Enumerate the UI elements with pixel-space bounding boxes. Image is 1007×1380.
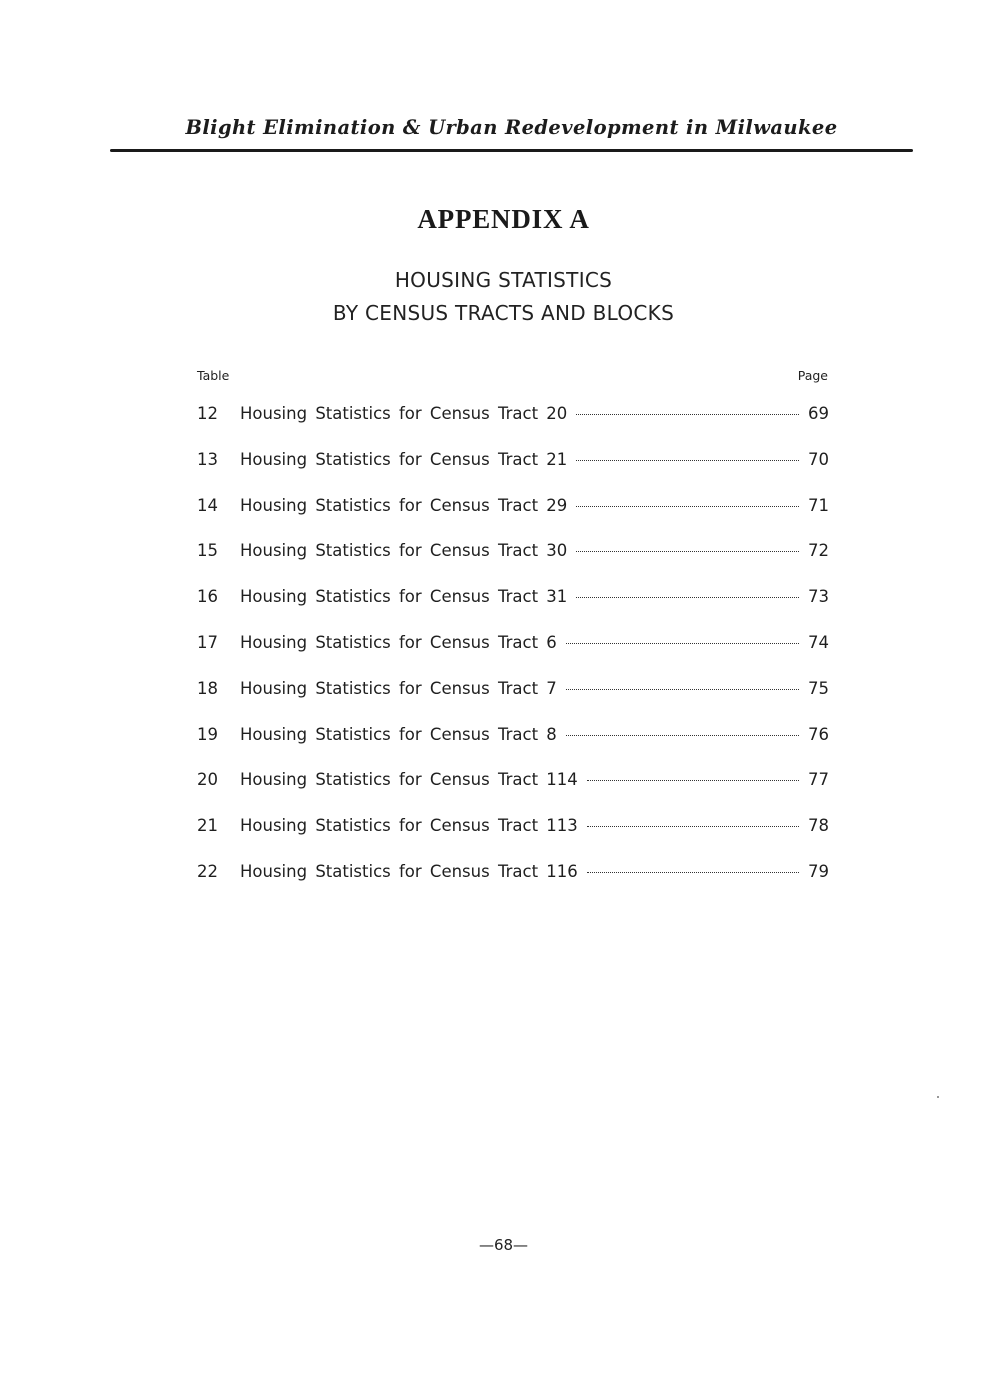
toc-entry[interactable]: [197, 816, 829, 862]
scan-speck: [937, 1096, 939, 1098]
toc-entry-page: 76: [808, 724, 829, 744]
toc-entry[interactable]: [197, 541, 829, 587]
toc-entry-title: Housing Statistics for Census Tract 29: [240, 495, 568, 515]
toc-entry-number: 16: [197, 587, 218, 607]
toc-entry[interactable]: [197, 496, 829, 542]
dot-leader: [576, 460, 799, 461]
dot-leader: [576, 551, 799, 552]
toc-entry-title: Housing Statistics for Census Tract 31: [240, 587, 568, 607]
toc-entry-page: 77: [808, 770, 829, 790]
toc-entry-page: 74: [808, 632, 829, 652]
dot-leader: [587, 780, 799, 781]
toc-entry-title: Housing Statistics for Census Tract 20: [240, 404, 568, 423]
dot-leader: [576, 597, 799, 598]
toc-entry-title: Housing Statistics for Census Tract 30: [240, 541, 568, 561]
toc-entry[interactable]: [197, 450, 829, 496]
toc-entry[interactable]: [197, 770, 829, 816]
toc-entry-number: 15: [197, 541, 218, 561]
running-head: Blight Elimination & Urban Redevelopment in Milwaukee: [185, 116, 838, 139]
toc-entry-number: 18: [197, 678, 218, 698]
toc-entry-title: Housing Statistics for Census Tract 21: [240, 449, 568, 469]
page-number: —68—: [478, 1236, 529, 1254]
toc-entry[interactable]: [197, 679, 829, 725]
table-of-contents: [197, 404, 829, 908]
dot-leader: [566, 735, 799, 736]
toc-entry[interactable]: [197, 404, 829, 450]
toc-entry-number: 20: [197, 770, 218, 790]
toc-entry-page: 78: [808, 816, 829, 836]
header-rule: [110, 149, 913, 152]
toc-entry-page: 79: [808, 861, 829, 881]
toc-entry[interactable]: [197, 587, 829, 633]
dot-leader: [576, 506, 799, 507]
toc-entry-number: 21: [197, 816, 218, 836]
toc-entry-number: 12: [197, 404, 218, 423]
toc-entry-page: 70: [808, 449, 829, 469]
dot-leader: [566, 643, 799, 644]
dot-leader: [576, 414, 799, 415]
toc-entry-title: Housing Statistics for Census Tract 116: [240, 861, 578, 881]
toc-entry-page: 75: [808, 678, 829, 698]
toc-entry-page: 71: [808, 495, 829, 515]
toc-entry[interactable]: [197, 633, 829, 679]
toc-entry-title: Housing Statistics for Census Tract 7: [240, 678, 557, 698]
toc-entry[interactable]: [197, 862, 829, 908]
toc-entry-number: 19: [197, 724, 218, 744]
table-column-header: Table: [197, 368, 230, 383]
dot-leader: [587, 826, 799, 827]
toc-entry-page: 73: [808, 587, 829, 607]
toc-entry-title: Housing Statistics for Census Tract 8: [240, 724, 557, 744]
dot-leader: [566, 689, 799, 690]
toc-entry-page: 72: [808, 541, 829, 561]
toc-entry-title: Housing Statistics for Census Tract 113: [240, 816, 578, 836]
page-column-header: Page: [797, 368, 828, 383]
subtitle-line-2: BY CENSUS TRACTS AND BLOCKS: [332, 301, 675, 325]
subtitle-line-1: HOUSING STATISTICS: [394, 268, 613, 292]
toc-entry-number: 22: [197, 861, 218, 881]
toc-entry[interactable]: [197, 725, 829, 771]
page-title: APPENDIX A: [417, 204, 590, 234]
toc-entry-title: Housing Statistics for Census Tract 6: [240, 632, 557, 652]
toc-entry-page: 69: [808, 404, 829, 423]
toc-entry-number: 14: [197, 495, 218, 515]
dot-leader: [587, 872, 799, 873]
toc-entry-title: Housing Statistics for Census Tract 114: [240, 770, 578, 790]
toc-entry-number: 17: [197, 632, 218, 652]
toc-entry-number: 13: [197, 449, 218, 469]
